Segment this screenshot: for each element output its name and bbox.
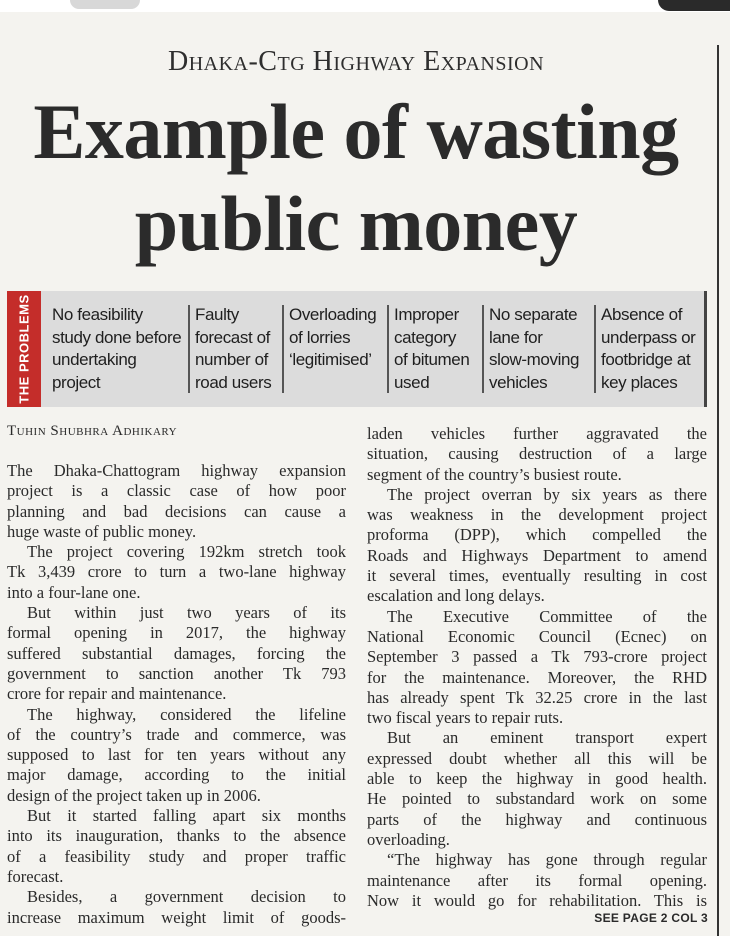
- body-column-left: [7, 461, 346, 928]
- problem-item-line: road users: [195, 372, 272, 392]
- top-photo-strip: [0, 0, 730, 12]
- body-text-line: able to keep the highway in good health.: [367, 769, 707, 789]
- body-text-line: of the country’s trade and commerce, was: [7, 724, 346, 744]
- body-text-line: segment of the country’s busiest route.: [367, 464, 622, 484]
- body-text-line: formal opening in 2017, the highway: [7, 623, 346, 643]
- headline: [0, 86, 712, 270]
- body-text-line: maintenance after its formal opening.: [367, 870, 707, 890]
- body-text-line: overloading.: [367, 829, 450, 849]
- problem-item-line: category: [394, 327, 457, 347]
- body-text-line: parts of the highway and continuous: [367, 809, 707, 829]
- panel-end-bar: [704, 291, 707, 407]
- problem-item: [489, 304, 579, 394]
- body-text-line: into its inauguration, thanks to the absence: [7, 826, 346, 846]
- body-text-line: But within just two years of its: [27, 603, 346, 623]
- problem-item-line: slow-moving: [489, 350, 580, 369]
- headline-line-2: public money: [134, 180, 578, 267]
- body-text-line: planning and bad decisions can cause a: [7, 501, 346, 521]
- body-text-line: proforma (DPP), which compelled the: [367, 525, 707, 545]
- body-text-line: The project covering 192km stretch took: [27, 542, 346, 562]
- problem-item-line: Faulty: [195, 305, 239, 324]
- body-text-line: project is a classic case of how poor: [7, 481, 346, 501]
- problems-label: THE PROBLEMS: [16, 294, 32, 404]
- continuation-note: SEE PAGE 2 COL 3: [594, 911, 708, 925]
- body-text-line: increase maximum weight limit of goods-: [7, 907, 346, 927]
- body-text-line: suffered substantial damages, forcing the: [7, 643, 346, 663]
- problems-tab: [7, 291, 41, 407]
- body-text-line: Roads and Highways Department to amend: [367, 545, 707, 565]
- body-text-line: has already spent Tk 32.25 crore in the last: [367, 687, 707, 707]
- body-text-line: The Executive Committee of the: [387, 606, 707, 626]
- problems-panel: [7, 291, 707, 407]
- body-text-line: September 3 passed a Tk 793-crore project: [367, 647, 707, 667]
- problem-item-line: number of: [195, 350, 268, 369]
- body-text-line: government to sanction another Tk 793: [7, 663, 346, 683]
- problem-item: [52, 304, 181, 394]
- body-text-line: The highway, considered the lifeline: [27, 704, 346, 724]
- problem-item-line: Overloading: [289, 305, 377, 324]
- body-text-line: Besides, a government decision to: [27, 887, 346, 907]
- body-text-line: Now it would go for rehabilitation. This is: [367, 890, 707, 910]
- body-text-line: expressed doubt whether all this will be: [367, 748, 707, 768]
- problem-item-line: Improper: [394, 305, 459, 324]
- body-text-line: huge waste of public money.: [7, 521, 197, 541]
- body-text-line: major damage, according to the initial: [7, 765, 346, 785]
- byline: Tuhin Shubhra Adhikary: [7, 423, 178, 439]
- problem-item-line: key places: [601, 372, 678, 392]
- problem-item: [394, 304, 469, 394]
- problem-item-line: lane for: [489, 327, 543, 347]
- problem-item-line: No feasibility: [52, 305, 143, 324]
- problem-item-line: of lorries: [289, 327, 351, 347]
- body-text-line: laden vehicles further aggravated the: [367, 424, 707, 443]
- problem-item-line: of bitumen: [394, 350, 470, 369]
- problem-separator: [282, 305, 284, 393]
- body-text-line: forecast.: [7, 866, 64, 886]
- problem-item: [601, 304, 695, 394]
- problem-item-line: underpass or: [601, 327, 696, 347]
- body-text-line: for the maintenance. Moreover, the RHD: [367, 667, 707, 687]
- photo-fragment-left: [70, 0, 140, 9]
- body-text-line: He pointed to substandard work on some: [367, 789, 707, 809]
- problem-separator: [387, 305, 389, 393]
- problem-item-line: vehicles: [489, 372, 548, 392]
- problem-item: [195, 304, 271, 394]
- body-text-line: “The highway has gone through regular: [387, 850, 707, 870]
- problem-item-line: project: [52, 372, 101, 392]
- problem-item-line: undertaking: [52, 350, 137, 369]
- body-text-line: Tk 3,439 crore to turn a two-lane highway: [7, 562, 346, 582]
- problem-item-line: No separate: [489, 305, 578, 324]
- problem-item-line: used: [394, 372, 430, 392]
- body-text-line: design of the project taken up in 2006.: [7, 785, 261, 805]
- body-column-right: [367, 424, 707, 911]
- body-text-line: was weakness in the development project: [367, 505, 707, 525]
- body-text-line: But it started falling apart six months: [27, 806, 346, 826]
- body-text-line: into a four-lane one.: [7, 582, 141, 602]
- column-rule: [717, 45, 719, 936]
- body-text-line: two fiscal years to repair ruts.: [367, 708, 564, 728]
- problem-item-line: forecast of: [195, 327, 270, 347]
- problem-item-line: footbridge at: [601, 350, 691, 369]
- body-text-line: The Dhaka-Chattogram highway expansion: [7, 461, 346, 480]
- headline-line-1: Example of wasting: [33, 88, 679, 175]
- problem-item: [289, 304, 376, 372]
- body-text-line: of a feasibility study and proper traffic: [7, 846, 346, 866]
- body-text-line: it several times, eventually resulting in cost: [367, 566, 707, 586]
- body-text-line: But an eminent transport expert: [387, 728, 707, 748]
- body-text-line: crore for repair and maintenance.: [7, 684, 227, 704]
- problem-separator: [482, 305, 484, 393]
- photo-fragment-right: [658, 0, 730, 11]
- problem-item-line: ‘legitimised’: [289, 350, 372, 369]
- body-text-line: situation, causing destruction of a large: [367, 444, 707, 464]
- body-text-line: supposed to last for ten years without any: [7, 745, 346, 765]
- problem-item-line: study done before: [52, 327, 182, 347]
- body-text-line: National Economic Council (Ecnec) on: [367, 626, 707, 646]
- kicker: Dhaka-Ctg Highway Expansion: [167, 46, 545, 77]
- problem-separator: [188, 305, 190, 393]
- problem-separator: [594, 305, 596, 393]
- problem-item-line: Absence of: [601, 305, 683, 324]
- body-text-line: The project overran by six years as there: [387, 484, 707, 504]
- body-text-line: escalation and long delays.: [367, 586, 545, 606]
